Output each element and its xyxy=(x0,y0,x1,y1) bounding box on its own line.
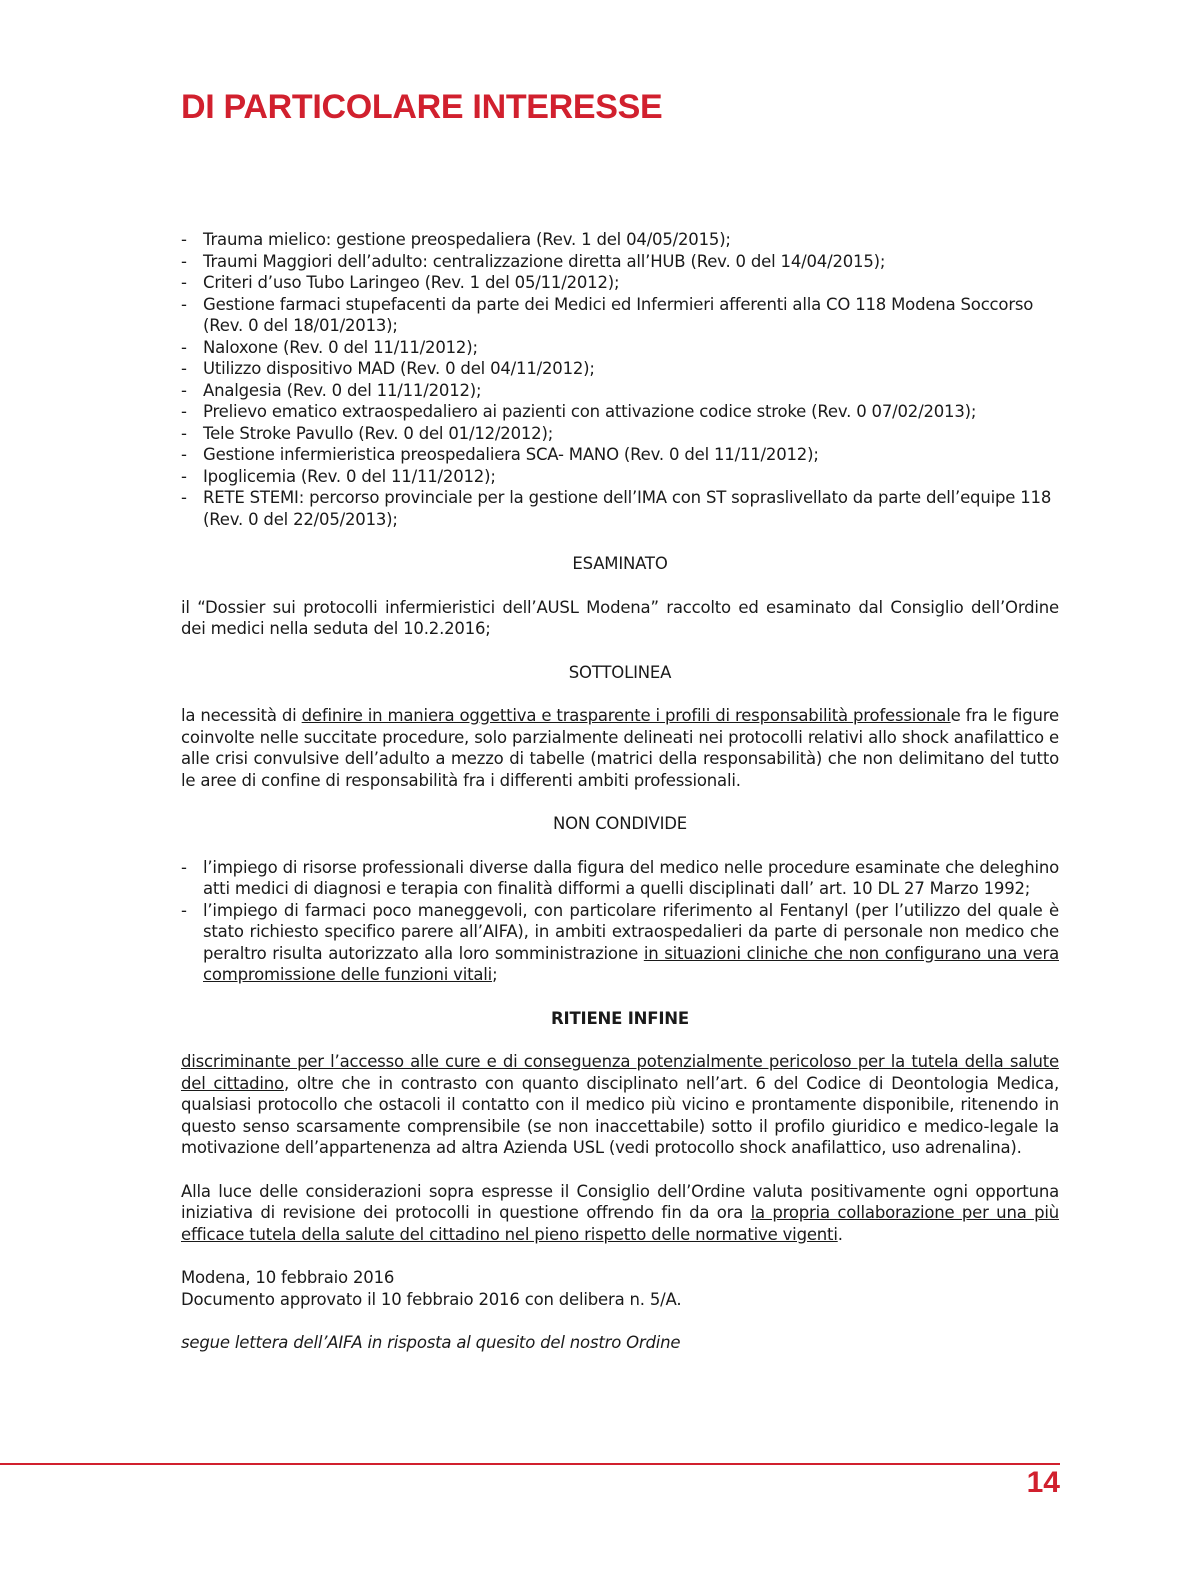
section-heading-esaminato: ESAMINATO xyxy=(572,554,668,573)
document-body xyxy=(181,229,1059,1354)
text-segment: e fra le figure coinvolte nelle succitate procedure, solo parzialmente delineati nei protocolli relativi allo shock anafilattico e alle crisi convulsive dell’adulto a mezzo di tabelle (matrici della responsabilità) che non delimitano del tutto le aree di confine di responsabilità fra i differenti ambiti professionali. xyxy=(181,706,1059,790)
text-segment: la necessità di xyxy=(181,706,302,725)
list-item: - Prelievo ematico extraospedaliero ai pazienti con attivazione codice stroke (Rev. 0 07/02/2013); xyxy=(181,401,1059,423)
place-date: Modena, 10 febbraio 2016 xyxy=(181,1268,395,1287)
approval-line: Documento approvato il 10 febbraio 2016 con delibera n. 5/A. xyxy=(181,1289,682,1309)
list-item: - l’impiego di risorse professionali diverse dalla figura del medico nelle procedure esaminate che deleghino atti medici di diagnosi e terapia con finalità difformi a quelli disciplinati dall’ art. 10 DL 27 Marzo 1992; xyxy=(181,857,1059,900)
esaminato-text: il “Dossier sui protocolli infermieristici dell’AUSL Modena” raccolto ed esaminato dal Consiglio dell’Ordine dei medici nella seduta del 10.2.2016; xyxy=(181,597,1059,638)
conclusion-text xyxy=(181,1181,1059,1246)
list-item: - Utilizzo dispositivo MAD (Rev. 0 del 04/11/2012); xyxy=(181,358,1059,380)
underlined-text: definire in maniera oggettiva e trasparente i profili di responsabilità professional xyxy=(301,706,951,725)
list-item: - Trauma mielico: gestione preospedaliera (Rev. 1 del 04/05/2015); xyxy=(181,229,1059,251)
text-segment: Alla luce delle considerazioni sopra espresse il Consiglio dell’Ordine valuta positivamente ogni opportuna iniziativa di revisione dei protocolli in questione offrendo fin da ora xyxy=(181,1181,1059,1222)
footer-divider xyxy=(0,1463,1060,1465)
page-title: DI PARTICOLARE INTERESSE xyxy=(181,88,663,126)
list-item: - Tele Stroke Pavullo (Rev. 0 del 01/12/2012); xyxy=(181,423,1059,445)
text-segment: , oltre che in contrasto con quanto disciplinato nell’art. 6 del Codice di Deontologia Medica, qualsiasi protocollo che ostacoli il contatto con il medico più vicino e prontamente disponibile, ritenendo in questo senso scarsamente comprensibile (se non inaccettabile) sotto il profilo giuridico e medico-legale la motivazione dell’appartenenza ad altra Azienda USL (vedi protocollo shock anafilattico, uso adrenalina). xyxy=(181,1073,1060,1157)
list-item: - Criteri d’uso Tubo Laringeo (Rev. 1 del 05/11/2012); xyxy=(181,272,1059,294)
non-condivide-list xyxy=(181,857,1059,986)
list-item: - RETE STEMI: percorso provinciale per la gestione dell’IMA con ST sopraslivellato da parte dell’equipe 118 (Rev. 0 del 22/05/2013); xyxy=(181,487,1059,530)
ritiene-infine-text xyxy=(181,1051,1059,1159)
list-item: - Gestione farmaci stupefacenti da parte dei Medici ed Infermieri afferenti alla CO 118 Modena Soccorso (Rev. 0 del 18/01/2013); xyxy=(181,294,1059,337)
list-item: - Ipoglicemia (Rev. 0 del 11/11/2012); xyxy=(181,466,1059,488)
section-heading-sottolinea: SOTTOLINEA xyxy=(568,662,672,682)
text-segment: ; xyxy=(492,965,498,984)
list-item: - Naloxone (Rev. 0 del 11/11/2012); xyxy=(181,337,1059,359)
followup-note: segue lettera dell’AIFA in risposta al quesito del nostro Ordine xyxy=(181,1333,681,1352)
underlined-text: in situazioni cliniche che non configurano una vera compromissione delle funzioni vitali xyxy=(203,943,1059,984)
page-number: 14 xyxy=(1026,1466,1060,1499)
list-item: - Gestione infermieristica preospedaliera SCA- MANO (Rev. 0 del 11/11/2012); xyxy=(181,444,1059,466)
text-segment: . xyxy=(837,1224,843,1244)
sottolinea-text xyxy=(181,705,1059,791)
underlined-text: la propria collaborazione per una più efficace tutela della salute del cittadino nel pieno rispetto delle normative vigenti xyxy=(181,1203,1059,1244)
list-item xyxy=(181,900,1059,986)
text-segment: l’impiego di farmaci poco maneggevoli, con particolare riferimento al Fentanyl (per l’utilizzo del quale è stato richiesto specifico parere all’AIFA), in ambiti extraospedalieri da parte di personale non medico che peraltro risulta autorizzato alla loro somministrazione xyxy=(203,900,1059,963)
underlined-text: discriminante per l’accesso alle cure e di conseguenza potenzialmente pericoloso per la tutela della salute del cittadino xyxy=(181,1052,1059,1093)
list-item: - Analgesia (Rev. 0 del 11/11/2012); xyxy=(181,380,1059,402)
protocol-list xyxy=(181,229,1059,530)
section-heading-ritiene-infine: RITIENE INFINE xyxy=(551,1008,689,1028)
section-heading-non-condivide: NON CONDIVIDE xyxy=(552,814,688,833)
list-item: - Traumi Maggiori dell’adulto: centralizzazione diretta all’HUB (Rev. 0 del 14/04/2015); xyxy=(181,251,1059,273)
